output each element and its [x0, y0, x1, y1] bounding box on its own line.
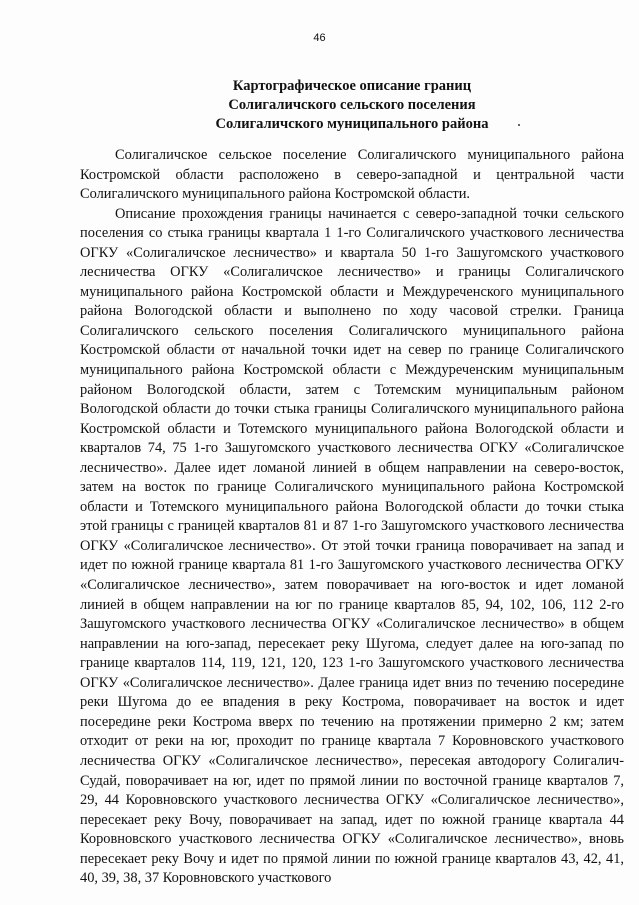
document-body [80, 146, 624, 889]
document-title [80, 77, 624, 134]
title-line-1: Картографическое описание границ [232, 78, 472, 94]
body-paragraph-2: Описание прохождения границы начинается с северо-западной точки сельского поселения со стыка границы квартала 1 1-го Солигаличского участкового лесничества ОГКУ «Солигаличское лесничество» и квартала 50 1-го Зашугомского участкового лесничества ОГКУ «Солигаличское лесничество» и границы Солигаличского муниципального района Костромской области и Междуреченского муниципального района Вологодской области и выполнено по ходу часовой стрелки. Граница Солигаличского сельского поселения Солигаличского муниципального района Костромской области от начальной точки идет на север по границе Солигаличского муниципального района Костромской области с Междуреченским муниципальным районом Вологодской области, затем с Тотемским муниципальным районом Вологодской области до точки стыка границы Солигаличского муниципального района Костромской области и Тотемского муниципального района Вологодской области и кварталов 74, 75 1-го Зашугомского участкового лесничества ОГКУ «Солигаличское лесничество». Далее идет ломаной линией в общем направлении на северо-восток, затем на восток по границе Солигаличского муниципального района Костромской области и Тотемского муниципального района Вологодской области до точки стыка этой границы с границей кварталов 81 и 87 1-го Зашугомского участкового лесничества ОГКУ «Солигаличское лесничество». От этой точки граница поворачивает на запад и идет по южной границе квартала 81 1-го Зашугомского участкового лесничества ОГКУ «Солигаличское лесничество», затем поворачивает на юго-восток и идет ломаной линией в общем направлении на юг по границе кварталов 85, 94, 102, 106, 112 2-го Зашугомского участкового лесничества ОГКУ «Солигаличское лесничество» в общем направлении на юго-запад, пересекает реку Шугома, следует далее на юго-запад по границе кварталов 114, 119, 121, 120, 123 1-го Зашугомского участкового лесничества ОГКУ «Солигаличское лесничество». Далее граница идет вниз по течению посередине реки Шугома до ее впадения в реку Кострома, поворачивает на восток и идет посередине реки Кострома вверх по течению на протяжении примерно 2 км; затем отходит от реки на юг, проходит по границе квартала 7 Коровновского участкового лесничества ОГКУ «Солигаличское лесничество», пересекая автодорогу Солигалич-Судай, поворачивает на юг, идет по прямой линии по восточной границе кварталов 7, 29, 44 Коровновского участкового лесничества ОГКУ «Солигаличское лесничество», пересекает реку Вочу, поворачивает на запад, идет по южной границе квартала 44 Коровновского участкового лесничества ОГКУ «Солигаличское лесничество», вновь пересекает реку Вочу и идет по прямой линии по южной границе кварталов 43, 42, 41, 40, 39, 38, 37 Коровновского участкового [80, 205, 624, 887]
title-line-2: Солигаличского сельского поселения [228, 97, 476, 113]
page-number: 46 [313, 32, 326, 44]
body-paragraph-1: Солигаличское сельское поселение Солигаличского муниципального района Костромской области расположено в северо-западной и центральной части Солигаличского муниципального района Костромской области. [80, 147, 624, 203]
scan-speck [518, 124, 520, 126]
title-line-3: Солигаличского муниципального района [215, 116, 489, 132]
